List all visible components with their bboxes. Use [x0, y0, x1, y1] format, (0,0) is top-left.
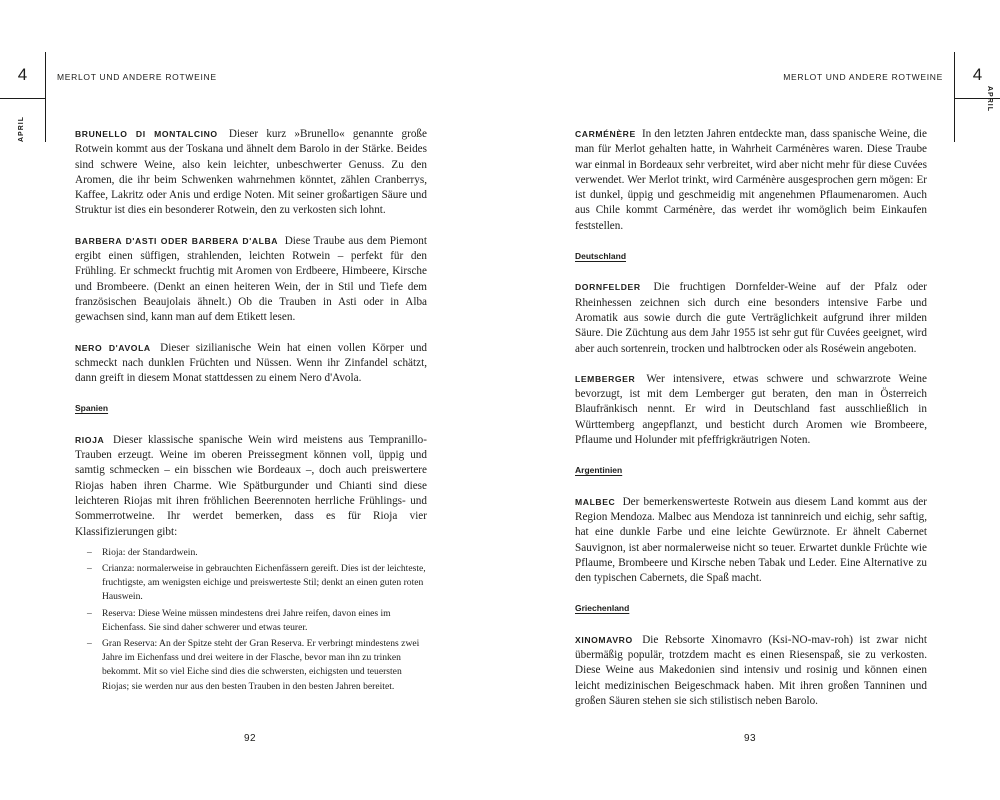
dash-bullet: – — [87, 607, 92, 619]
entry-term: MALBEC — [575, 496, 616, 507]
entry-term: RIOJA — [75, 434, 105, 445]
entry-term: XINOMAVRO — [575, 634, 633, 645]
entry-term: BARBERA D'ASTI ODER BARBERA D'ALBA — [75, 235, 279, 246]
dash-bullet: – — [87, 563, 92, 575]
section-heading-deutschland: Deutschland — [575, 251, 627, 262]
right-content — [575, 127, 927, 724]
list-item: – Gran Reserva: An der Spitze steht der Gran Reserva. Er verbringt mindestens zwei Jahre im Eichenfass und drei weitere in der Flasche, bevor man ihn zu trinken bekommt. Mit so viel Eiche sind dies die schwersten, eichigsten und teuersten Riojas; sie werden nur aus den besten Trauben in den besten Jahren bereitet. — [87, 638, 420, 692]
entry-nero-davola — [75, 341, 427, 387]
entry-lemberger — [575, 372, 927, 448]
chapter-number: 4 — [17, 65, 28, 84]
list-item: – Rioja: der Standardwein. — [75, 546, 427, 560]
side-rule-right — [954, 98, 955, 142]
list-item: – Reserva: Diese Weine müssen mindestens drei Jahre reifen, davon eines im Eichenfass. Sie sind daher schwerer und etwas teurer. — [87, 607, 391, 633]
dash-bullet: – — [87, 638, 92, 650]
section-heading-argentinien: Argentinien — [575, 465, 623, 476]
running-head-right: MERLOT UND ANDERE ROTWEINE — [783, 72, 943, 82]
left-content — [75, 127, 427, 696]
section-heading-spanien: Spanien — [75, 403, 109, 414]
chapter-tab-left — [0, 52, 46, 99]
rioja-classification-list — [75, 546, 427, 694]
side-rule-left — [45, 98, 46, 142]
entry-text: Wer intensivere, etwas schwere und schwarzrote Weine bevorzugt, ist mit dem Lemberger gut beraten, den man in Österreich Blaufränkisch nennt. Er wird in Deutschland fast ausschließlich in Württemberg angepflanzt, und besticht durch Aromen wie Brombeere, Pflaume und Holunder mit pfeffrigkräutrigen Noten. — [575, 372, 927, 447]
entry-malbec — [575, 495, 927, 587]
entry-text: Der bemerkenswerteste Rotwein aus diesem Land kommt aus der Region Mendoza. Malbec aus Mendoza ist tanninreich und eichig, sehr saftig, hat eine dunkle Farbe und eine leichte Gewürznote. Er ähnelt Cabernet Sauvignon, ist aber normalerweise nicht so teuer. Erwartet dunkle Früchte wie Pflaume, Brombeere und Kirsche neben Tabak und Leder. Eine Alternative zu den typischen Cabernets, die Spaß macht. — [575, 495, 928, 585]
entry-xinomavro — [575, 633, 927, 709]
entry-text: Dieser kurz »Brunello« genannte große Rotwein kommt aus der Toskana und ähnelt dem Barolo in der Stärke. Beides sind schwere Weine, also kein leichter, unbeschwerter Genuss. Zu den Aromen, die ihr beim Schwenken wahrnehmen könntet, zählen Cranberrys, Kaffee, Lakritz oder Anis und erdige Noten. Mit seiner großartigen Säure und Struktur ist dies ein besonderer Rotwein, den zu verkosten sich lohnt. — [75, 128, 427, 217]
page-number-right: 93 — [744, 733, 757, 744]
entry-term: DORNFELDER — [575, 282, 641, 293]
dash-bullet: – — [87, 546, 92, 558]
section-heading-griechenland: Griechenland — [575, 603, 630, 614]
page-number-left: 92 — [244, 733, 257, 744]
chapter-number: 4 — [972, 65, 983, 84]
right-page — [500, 0, 1000, 800]
list-item: – Crianza: normalerweise in gebrauchten Eichenfässern gereift. Dies ist der leichteste, fruchtigste, am wenigsten eichige und preiswerteste Stil; denkt an einen guten roten Hauswein. — [87, 563, 426, 603]
entry-text: Diese Traube aus dem Piemont ergibt einen süffigen, strahlenden, leichten Rotwein – perfekt für den Frühling. Er schmeckt fruchtig mit Aromen von Erdbeere, Himbeere, Kirsche und Brombeere. (Denkt an einen heiteren Wein, der in Stil und Tiefe dem französischen Beaujolais ähnelt.) Ob die Trauben in Asti oder in Alba gewachsen sind, kann man auf dem Etikett lesen. — [75, 234, 428, 324]
entry-dornfelder — [575, 280, 927, 356]
entry-text: Dieser sizilianische Wein hat einen vollen Körper und schmeckt nach dunklen Früchten und Nüssen. Wenn ihr Zinfandel schätzt, dann greift in diesem Monat stattdessen zu einem Nero d'Avola. — [75, 341, 428, 385]
entry-text: Die Rebsorte Xinomavro (Ksi-NO-mav-roh) ist zwar nicht übermäßig populär, trotzdem macht es einen Riesenspaß, sie zu verkosten. Diese Weine aus Makedonien sind intensiv und rosinig und können einen leicht medizinischen Beigeschmack haben. Mit ihren großen Tanninen und großen Säuren stehen sie sich stilistisch neben Barolo. — [575, 633, 927, 707]
entry-text: In den letzten Jahren entdeckte man, dass spanische Weine, die man für Merlot gehalten hatte, in Wahrheit Carménères waren. Diese Traube war einmal in Bordeaux sehr verbreitet, wird aber nicht mehr für diese Cuvées verwendet. Wer Merlot trinkt, wird Carménère ausgesprochen gern mögen: Er ist dunkel, üppig und geschmeidig mit angenehmen Pflaumenaromen. Auch aus Chile kommt Carménère, das werdet ihr womöglich beim Einkaufen feststellen. — [575, 128, 927, 232]
entry-brunello — [75, 127, 427, 219]
entry-text: Dieser klassische spanische Wein wird meistens aus Tempranillo-Trauben erzeugt. Weine im oberen Preissegment können voll, üppig und samtig schmecken – ein bisschen wie Bordeaux –, doch auch preiswertere Riojas haben ihren Charme. Wie Spätburgunder und Chianti sind diese leichteren Riojas mit ihren fröhlichen Beerennoten herrliche Frühlings- und Sommerrotweine. Ihr werdet bemerken, dass es für Rioja vier Klassifizierungen gibt: — [75, 433, 428, 538]
entry-term: NERO D'AVOLA — [75, 342, 151, 353]
month-label-left: APRIL — [18, 116, 25, 142]
running-head-left: MERLOT UND ANDERE ROTWEINE — [57, 72, 217, 82]
entry-text: Die fruchtigen Dornfelder-Weine auf der Pfalz oder Rheinhessen zeichnen sich durch eine besonders intensive Farbe und Aromatik aus sowie durch die gute Verträglichkeit aufgrund ihrer milden Säure. Die Züchtung aus dem Jahr 1955 ist sehr gut für Cuvées geeignet, wird aber auch sortenrein, trocken und halbtrocken oder als Roséwein angeboten. — [575, 281, 928, 355]
entry-rioja — [75, 433, 427, 540]
entry-term: CARMÉNÈRE — [575, 129, 636, 139]
chapter-tab-right — [954, 52, 1000, 99]
entry-term: BRUNELLO DI MONTALCINO — [75, 129, 218, 139]
entry-carmenere — [575, 127, 927, 234]
entry-barbera — [75, 234, 427, 326]
entry-term: LEMBERGER — [575, 373, 636, 384]
month-label-right: APRIL — [986, 86, 993, 112]
